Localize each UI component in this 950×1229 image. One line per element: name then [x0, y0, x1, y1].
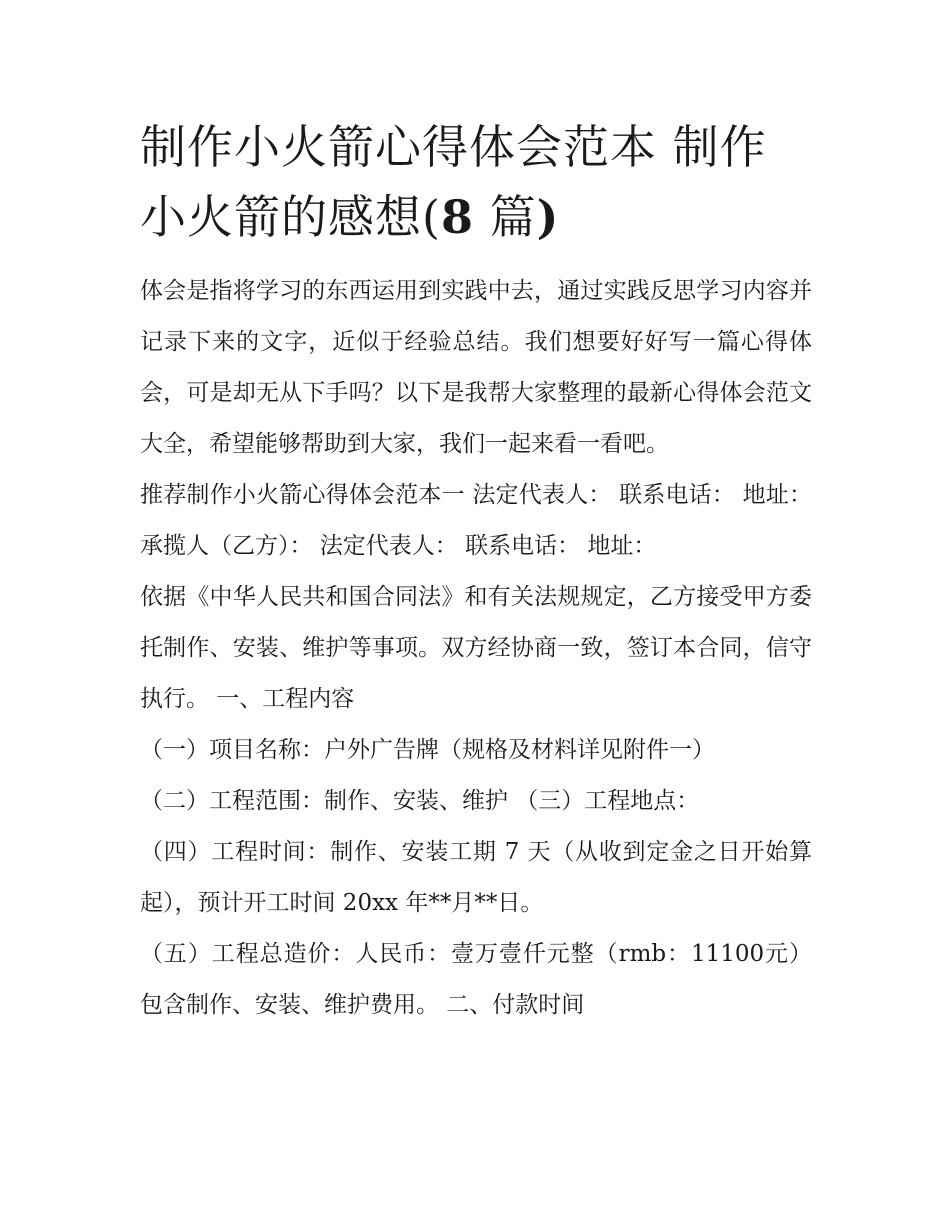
project-cost-item: （五）工程总造价：人民币：壹万壹仟元整（rmb：11100元）包含制作、安装、维护费用。 二、付款时间	[140, 941, 812, 1018]
contract-parties-paragraph: 推荐制作小火箭心得体会范本一 法定代表人： 联系电话： 地址：承揽人（乙方）： 法定代表人： 联系电话： 地址：	[140, 482, 812, 559]
project-scope-item: （二）工程范围：制作、安装、维护 （三）工程地点：	[140, 788, 700, 814]
title-unit: 篇	[473, 190, 537, 244]
intro-paragraph: 体会是指将学习的东西运用到实践中去，通过实践反思学习内容并记录下来的文字，近似于经验总结。我们想要好好写一篇心得体会，可是却无从下手吗？以下是我帮大家整理的最新心得体会范文大全，希望能够帮助到大家，我们一起来看一看吧。	[140, 278, 812, 457]
title-close-paren: )	[536, 190, 560, 244]
title-count: 8	[440, 190, 474, 244]
contract-basis-paragraph: 依据《中华人民共和国合同法》和有关法规规定，乙方接受甲方委托制作、安装、维护等事项。双方经协商一致，签订本合同，信守执行。 一、工程内容	[140, 584, 812, 712]
title-text: 制作小火箭心得体会范本 制作小火箭的感想(	[140, 120, 767, 244]
document-page	[140, 112, 812, 1031]
project-time-item: （四）工程时间：制作、安装工期 7 天（从收到定金之日开始算起），预计开工时间 20xx 年**月**日。	[140, 839, 812, 916]
project-name-item: （一）项目名称：户外广告牌（规格及材料详见附件一）	[140, 737, 715, 763]
document-title	[140, 112, 812, 252]
document-body	[140, 266, 812, 1031]
